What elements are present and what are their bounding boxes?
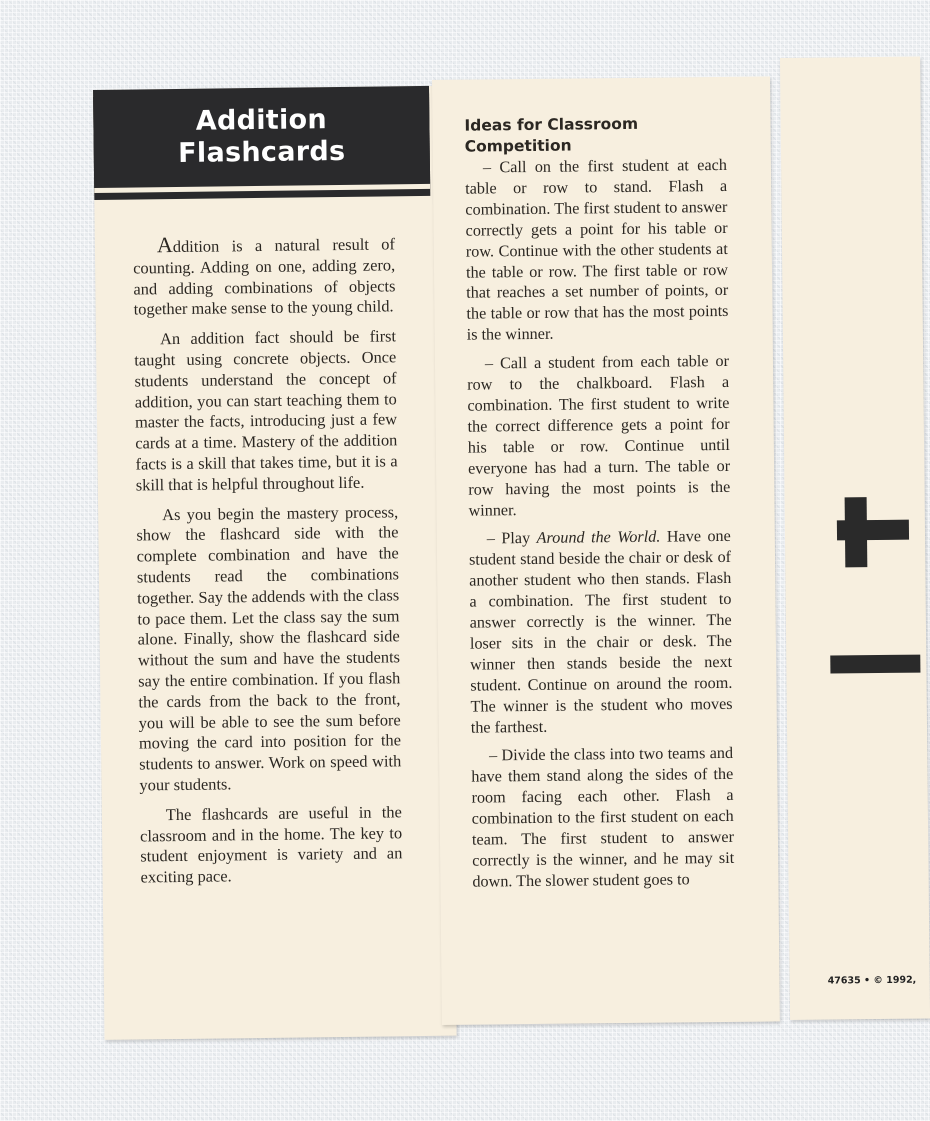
product-code: 47635 • © 1992, (827, 974, 917, 987)
plus-sign-icon (780, 57, 920, 58)
competition-heading-2: Competition (464, 136, 572, 156)
instruction-card-left (93, 86, 457, 1040)
intro-paragraph-1 (133, 232, 396, 320)
idea-2: – Call a student from each table or row to the chalkboard. Flash a combination. The first student to write the correct difference gets a point for his table or row. Continue until everyone has had a turn. The table or row having the most points is the winner. (467, 352, 731, 520)
idea-1: – Call on the first student at each table or row to stand. Flash a combination. The first student to answer correctly gets a point for his table or row. Continue with the other students at the table or row. The first table or row that reaches a set number of points, or the table or row that has the most points is the winner. (465, 155, 729, 344)
title-line-1: Addition (195, 104, 328, 137)
intro-paragraph-3: As you begin the mastery process, show the flashcard side with the complete combination and have the students read the combinations together. Say the addends with the class to pace them. Let the class say the sum alone. Finally, show the flashcard side without the sum and have the students say the entire combination. If you flash the cards from the back to the front, you will be able to see the sum before moving the card into position for the students to answer. Work on speed with your students. (136, 501, 402, 795)
flashcard-right (780, 57, 930, 1020)
idea-3-prefix: – Play (486, 529, 537, 548)
intro-paragraph-1-body: ddition is a natural result of counting. Adding on one, adding zero, and adding combinations of objects together make sense to the young child. (133, 234, 396, 319)
intro-paragraph-2: An addition fact should be first taught using concrete objects. Once students understand the concept of addition, you can start teaching them to master the facts, introducing just a few cards at a time. Mastery of the addition facts is a skill that takes time, but it is a skill that is helpful throughout life. (134, 326, 398, 495)
idea-3-body: Have one student stand beside the chair or desk of another student who then stands. Flash a combination. The first student to answer correctly is the winner. The loser sits in the chair or desk. The winner then stands beside the next student. Continue on around the room. The winner is the student who moves the farthest. (468, 527, 733, 737)
intro-text (133, 232, 403, 897)
instruction-card-middle (432, 76, 780, 1024)
idea-3-game-name: Around the World. (536, 528, 661, 548)
title-line-2: Flashcards (178, 135, 346, 169)
drop-cap: A (156, 232, 173, 258)
competition-heading-1: Ideas for Classroom (464, 114, 639, 135)
minus-sign-icon (830, 655, 920, 674)
idea-3 (469, 526, 733, 738)
idea-4: – Divide the class into two teams and have them stand along the sides of the room facing each other. Flash a combination to the first student on each team. The first student to answer correctly is the winner, and he may sit down. The slower student goes to (471, 744, 735, 891)
competition-ideas (464, 113, 734, 893)
plus-horizontal-bar (837, 520, 909, 541)
intro-paragraph-4: The flashcards are useful in the classroom and in the home. The key to student enjoyment is variety and an exciting pace. (139, 802, 403, 887)
title-banner (93, 86, 430, 193)
